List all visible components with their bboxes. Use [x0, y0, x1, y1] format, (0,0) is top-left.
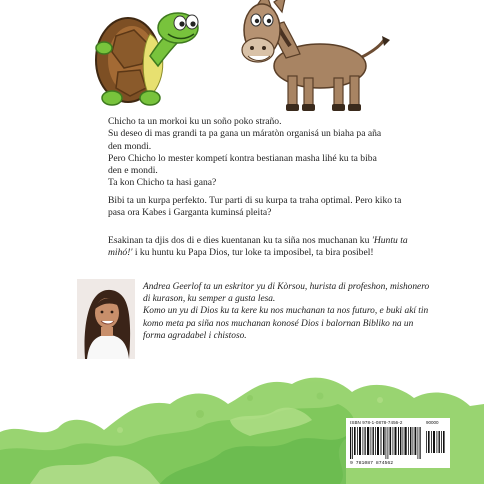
story-blurb-chicho [108, 116, 408, 190]
author-photo [77, 279, 135, 359]
author-name: Andrea Geerlof [143, 282, 202, 292]
isbn-label: ISBN 978-1-0878-7456-2 [350, 420, 403, 425]
isbn-barcode [346, 418, 450, 468]
blurb-paragraph: Bibi ta un kurpa perfekto. Tur parti di su kurpa ta traha optimal. Pero kiko ta pasa ora Kabes i Garganta kuminsá pleita? [108, 195, 402, 219]
author-portrait [77, 279, 135, 359]
story-blurb-bibi [108, 195, 408, 232]
donkey-illustration [242, 0, 390, 111]
price-code: 90000 [426, 420, 439, 425]
collection-summary [108, 235, 408, 272]
author-bio [143, 281, 433, 342]
blurb-line: Su deseo di mas grandi ta pa gana un máratòn organisá un biaha pa aña [108, 128, 382, 140]
isbn-digits: 9 781087 874562 [350, 461, 394, 466]
turtle-illustration [96, 13, 198, 105]
blurb-line: Chicho ta un morkoi ku un soño poko straño. [108, 116, 282, 127]
author-intro [143, 281, 433, 305]
summary-paragraph [108, 235, 408, 260]
blurb-line: den e mondi. [108, 165, 158, 177]
author-statement: Komo un yu di Dios ku ta kere ku nos muchanan ta nos futuro, e buki akí tin komo meta pa siña nos muchanan konosé Dios i balornan Bibliko na un forma agradabel i chistoso. [143, 306, 429, 341]
book-title: 'Huntu ta mihó!' [108, 235, 408, 259]
author-description: ta un eskritor yu di Kòrsou, hurista di profeshon, mishonero di kurason, ku semper a gusta lesa. [143, 282, 430, 305]
blurb-line: den mondi. [108, 140, 152, 152]
blurb-line: Pero Chicho lo mester kompetí kontra bestianan masha lihé ku ta biba [108, 152, 377, 164]
summary-text-start: Esakinan ta djis dos di e dies kuentanan ku ta siña nos muchanan ku [108, 235, 372, 246]
barcode-bars [350, 427, 446, 459]
summary-text-end: i ku huntu ku Papa Dios, tur loke ta imposibel, ta bira posibel! [132, 247, 374, 259]
blurb-line: Ta kon Chicho ta hasi gana? [108, 177, 217, 189]
